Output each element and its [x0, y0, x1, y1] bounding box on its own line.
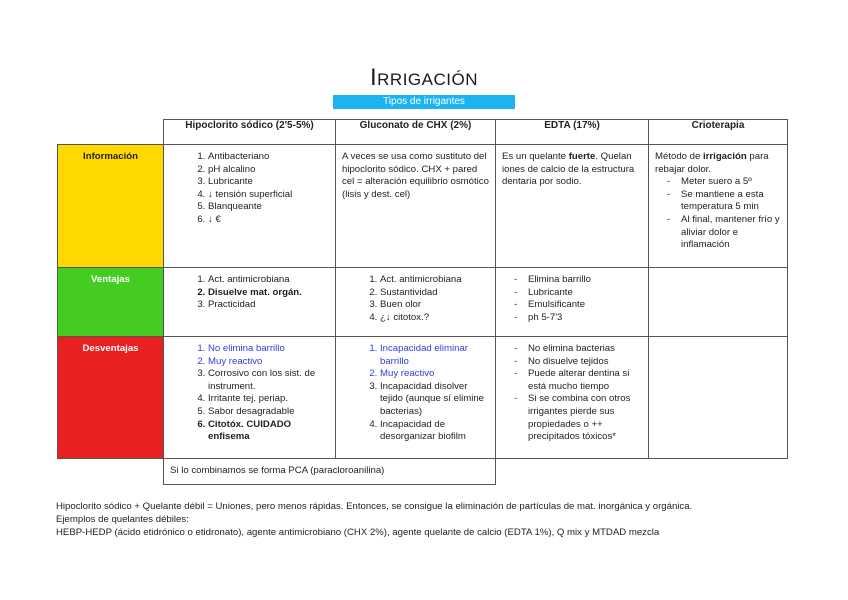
cell-vent-chx [336, 268, 496, 337]
cell-footer-pca [164, 459, 496, 485]
list-item: 1. Act. antimicrobiana [380, 274, 489, 287]
text-fragment: Método de [655, 151, 704, 162]
note-line: Hipoclorito sódico + Quelante débil = Uniones, pero menos rápidas. Entonces, se consigue la eliminación de partículas de mat. inorgánica y orgánica. [56, 501, 693, 512]
text-fragment: . Quelan iones de calcio de la estructura dentaria por sodio. [502, 151, 635, 188]
list-item: - ph 5-7'3 [528, 312, 642, 325]
list-item: 3. Lubricante [208, 176, 329, 189]
row-desventajas [58, 337, 788, 459]
text-emphasis: irrigación [703, 151, 747, 162]
list-item: - No elimina bacterias [528, 343, 642, 356]
notes-block [56, 500, 816, 539]
list-item: - Meter suero a 5º [681, 176, 781, 189]
list-item: 3. Corrosivo con los sist. de instrument. [208, 368, 329, 393]
text-emphasis: fuerte [568, 151, 596, 162]
cell-desv-hipoclorito [164, 337, 336, 459]
note-line: HEBP-HEDP (ácido etidrónico o etidronato), agente antimicrobiano (CHX 2%), agente quelante de calcio (EDTA 1%), Q mix y MTDAD mezcla [56, 527, 660, 538]
row-label-ventajas: Ventajas [58, 268, 164, 337]
col-header-hipoclorito: Hipoclorito sódico (2'5-5%) [164, 120, 336, 145]
list-item: - Al final, mantener frío y aliviar dolor e inflamación [681, 214, 781, 252]
list-vent-chx [342, 274, 489, 324]
list-item: 4. ↓ tensión superficial [208, 189, 329, 202]
list-desv-chx [342, 343, 489, 444]
list-desv-edta [502, 343, 642, 444]
list-item: - Lubricante [528, 287, 642, 300]
list-item: 2. pH alcalino [208, 164, 329, 177]
row-ventajas [58, 268, 788, 337]
footer-spacer [649, 459, 788, 485]
list-item: 4. ¿↓ citotox.? [380, 312, 489, 325]
footer-spacer [58, 459, 164, 485]
col-header-chx: Gluconato de CHX (2%) [336, 120, 496, 145]
list-item: 6. Citotóx. CUIDADO enfisema [208, 419, 329, 444]
page-title: Irrigación [369, 64, 478, 91]
list-item: 1. No elimina barrillo [208, 343, 329, 356]
cell-info-hipoclorito [164, 145, 336, 268]
list-item: 2. Disuelve mat. orgán. [208, 287, 329, 300]
list-item: 5. Sabor desagradable [208, 406, 329, 419]
row-label-informacion: Información [58, 145, 164, 268]
cell-info-chx [336, 145, 496, 268]
list-item: 3. Incapacidad disolver tejido (aunque sí elimine bacterias) [380, 381, 489, 419]
list-info-crioterapia [655, 176, 781, 252]
subtitle-banner: Tipos de irrigantes [333, 95, 515, 109]
list-item: 5. Blanqueante [208, 201, 329, 214]
text-footer-pca: Si lo combinamos se forma PCA (paracloroanilina) [170, 465, 385, 476]
cell-vent-crioterapia [649, 268, 788, 337]
list-item: 3. Buen olor [380, 299, 489, 312]
header-row [58, 120, 788, 145]
list-vent-hipoclorito [170, 274, 329, 312]
row-label-desventajas: Desventajas [58, 337, 164, 459]
list-item: 2. Muy reactivo [380, 368, 489, 381]
cell-desv-edta [496, 337, 649, 459]
list-item: - Elimina barrillo [528, 274, 642, 287]
irrigants-table [57, 119, 788, 485]
list-item: 4. Incapacidad de desorganizar biofilm [380, 419, 489, 444]
cell-desv-chx [336, 337, 496, 459]
cell-vent-hipoclorito [164, 268, 336, 337]
list-item: - Emulsificante [528, 299, 642, 312]
cell-info-crioterapia [649, 145, 788, 268]
list-item: 2. Muy reactivo [208, 356, 329, 369]
list-item: 4. Irritante tej. periap. [208, 393, 329, 406]
list-desv-hipoclorito [170, 343, 329, 444]
row-informacion [58, 145, 788, 268]
list-item: 1. Incapacidad eliminar barrillo [380, 343, 489, 368]
col-header-crioterapia: Crioterapia [649, 120, 788, 145]
list-item: 2. Sustantividad [380, 287, 489, 300]
list-item: 3. Practicidad [208, 299, 329, 312]
footer-spacer [496, 459, 649, 485]
list-item: - Se mantiene a esta temperatura 5 min [681, 189, 781, 214]
cell-desv-crioterapia [649, 337, 788, 459]
text-fragment: Es un quelante [502, 151, 569, 162]
text-fragment: para rebajar dolor. [655, 151, 769, 175]
list-item: - Si se combina con otros irrigantes pierde sus propiedades o ++ precipitados tóxicos* [528, 393, 642, 443]
text-info-chx: A veces se usa como sustituto del hipoclorito sódico. CHX + pared cel = alteración equilibrio osmótico (lisis y dest. cel) [342, 151, 489, 200]
list-item: - No disuelve tejidos [528, 356, 642, 369]
note-line: Ejemplos de quelantes débiles: [56, 514, 189, 525]
list-item: 1. Act. antimicrobiana [208, 274, 329, 287]
list-vent-edta [502, 274, 642, 324]
cell-vent-edta [496, 268, 649, 337]
list-item: - Puede alterar dentina si está mucho tiempo [528, 368, 642, 393]
row-footer [58, 459, 788, 485]
list-item: 1. Antibacteriano [208, 151, 329, 164]
list-info-hipoclorito [170, 151, 329, 227]
corner-cell [58, 120, 164, 145]
list-item: 6. ↓ € [208, 214, 329, 227]
col-header-edta: EDTA (17%) [496, 120, 649, 145]
cell-info-edta [496, 145, 649, 268]
